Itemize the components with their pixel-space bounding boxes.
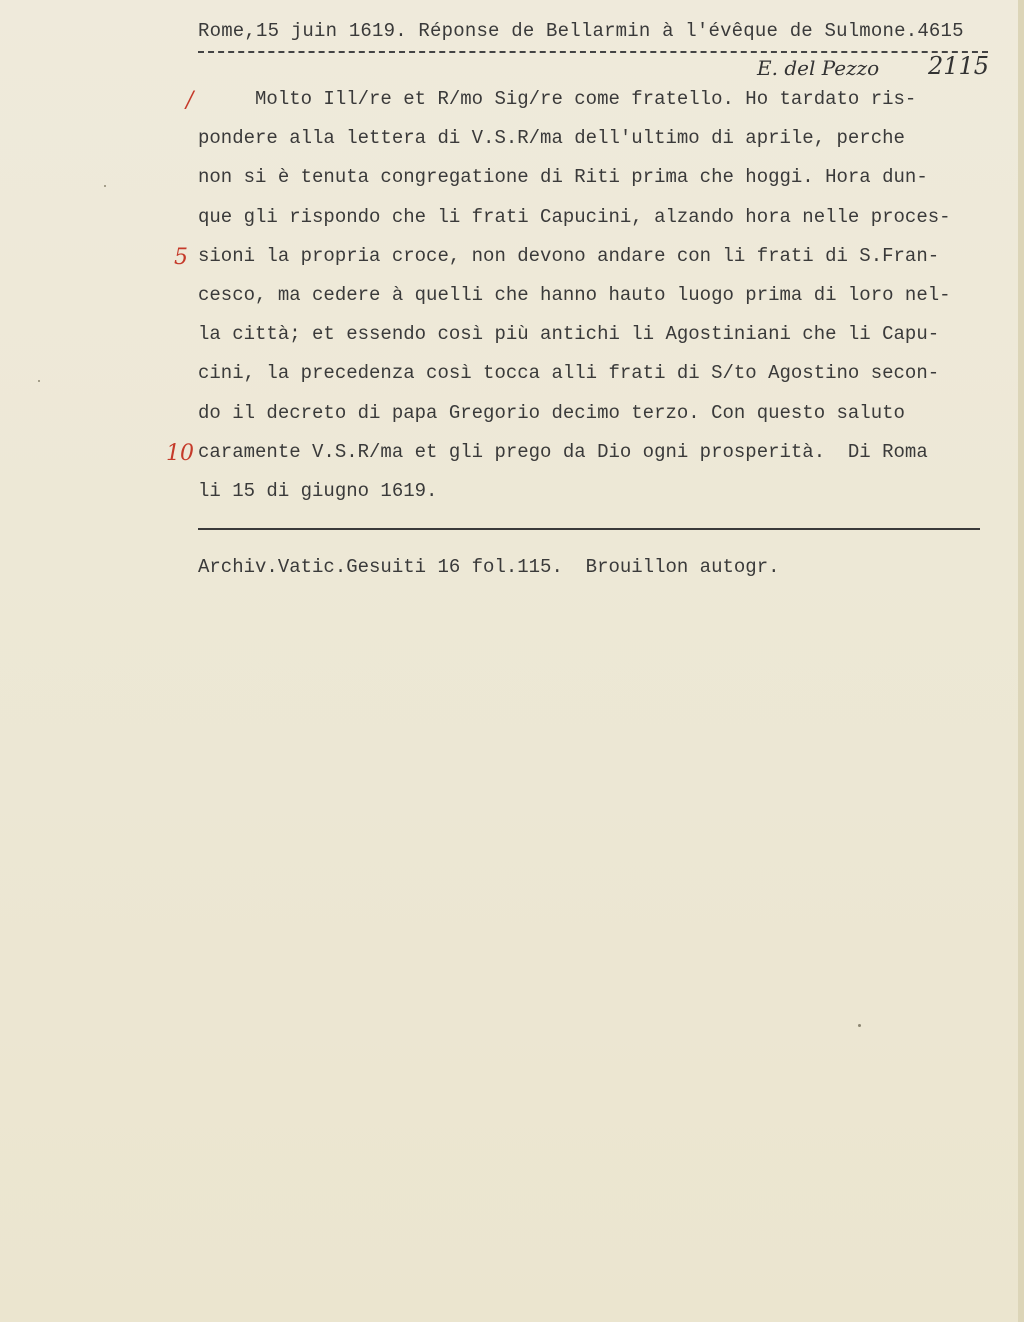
letter-line: do il decreto di papa Gregorio decimo terzo. Con questo saluto [198,401,905,424]
letter-line: non si è tenuta congregatione di Riti prima che hoggi. Hora dun- [198,166,928,189]
letter-line: caramente V.S.R/ma et gli prego da Dio ogni prosperità. Di Roma [198,440,928,463]
letter-line: cesco, ma cedere à quelli che hanno hauto luogo prima di loro nel- [198,283,951,306]
letter-line: que gli rispondo che li frati Capucini, alzando hora nelle proces- [198,205,951,228]
paper-speck [858,1024,861,1027]
page-edge [1018,0,1024,1322]
archive-citation: Archiv.Vatic.Gesuiti 16 fol.115. Brouillon autogr. [198,556,780,578]
paper-speck [104,185,106,187]
handwritten-name-annotation: E. del Pezzo [757,56,880,80]
document-header: Rome,15 juin 1619. Réponse de Bellarmin à l'évêque de Sulmone.4615 [198,20,964,42]
margin-line-number-1: / [186,88,194,113]
letter-line: Molto Ill/re et R/mo Sig/re come fratello. Ho tardato ris- [198,88,917,110]
letter-line: cini, la precedenza così tocca alli frati di S/to Agostino secon- [198,362,940,385]
letter-line: sioni la propria croce, non devono andare con li frati di S.Fran- [198,244,940,267]
paper-speck [38,380,40,382]
letter-line: li 15 di giugno 1619. [198,479,438,502]
handwritten-folio-number: 2115 [928,52,990,80]
margin-line-number-10: 10 [166,441,194,466]
letter-body [198,86,998,517]
margin-line-number-5: 5 [174,245,188,270]
letter-line: pondere alla lettera di V.S.R/ma dell'ultimo di aprile, perche [198,127,905,150]
footer-divider [198,528,980,530]
letter-line: la città; et essendo così più antichi li Agostiniani che li Capu- [198,323,940,346]
header-dashed-rule [198,51,988,53]
